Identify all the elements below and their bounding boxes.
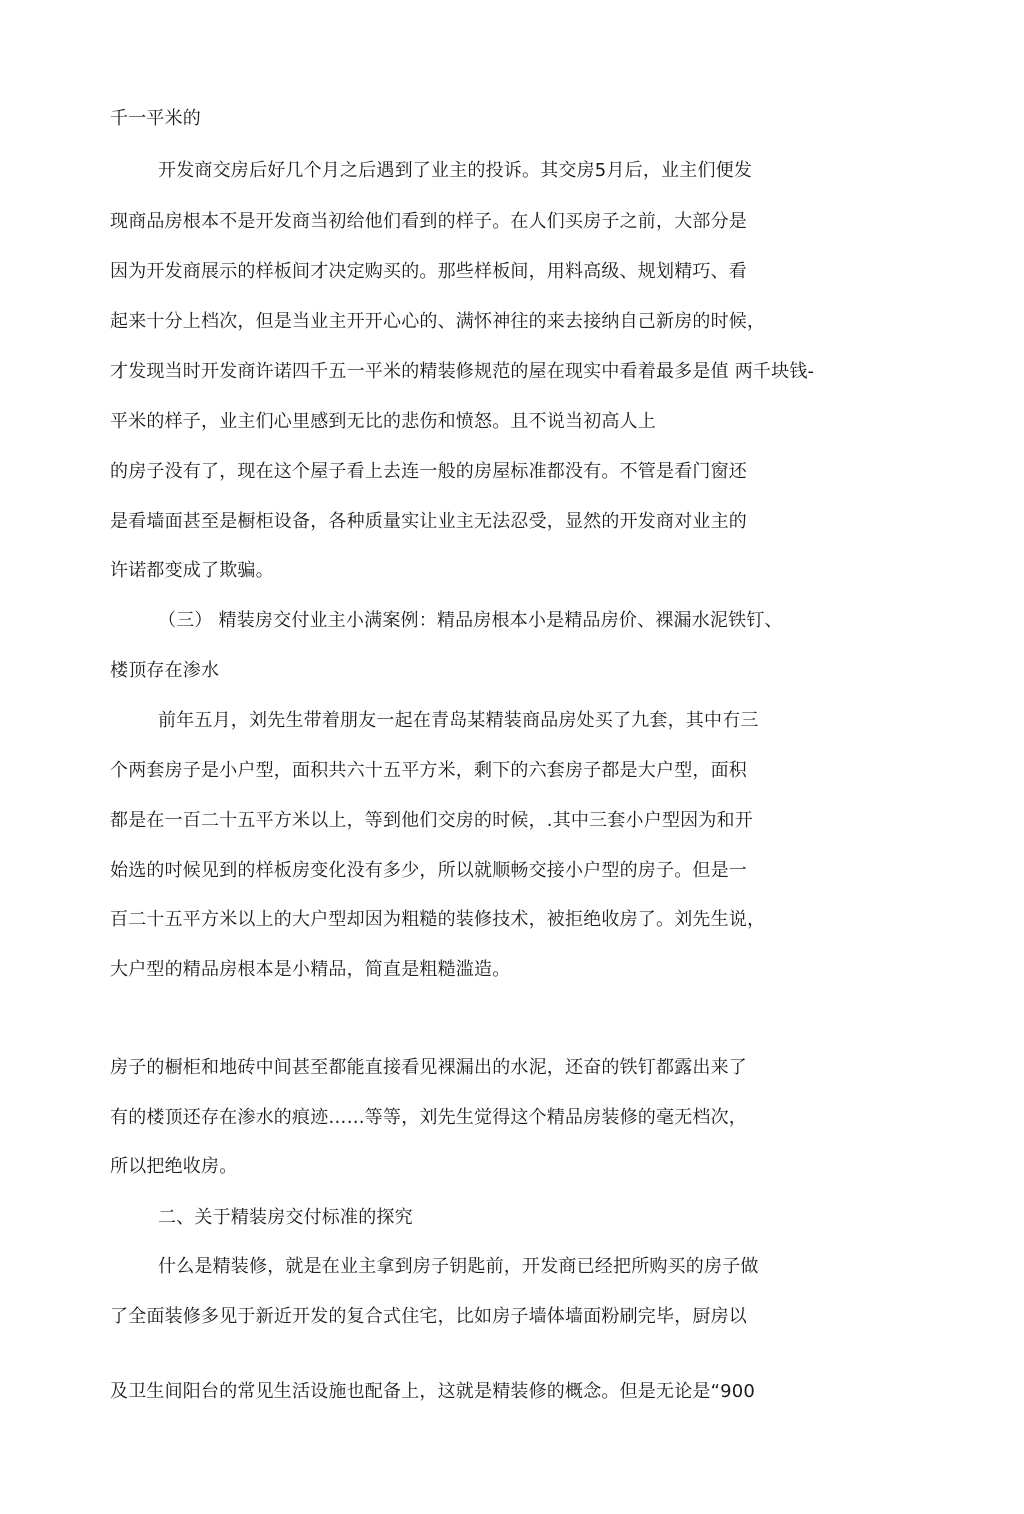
text-line: 房子的橱柜和地砖中间甚至都能直接看见裸漏出的水泥，还奋的铁钉都露出来了	[110, 1057, 747, 1078]
text-line: 什么是精装修，就是在业主拿到房子钥匙前，开发商已经把所购买的房子做	[158, 1256, 759, 1277]
section-heading: （三） 精装房交付业主小满案例：精品房根本小是精品房价、裸漏水泥铁钉、	[158, 610, 783, 631]
text-line: 千一平米的	[110, 108, 201, 129]
text-line: 是看墙面甚至是橱柜设备，各种质量实让业主无法忍受，显然的开发商对业主的	[110, 511, 747, 532]
text-line: 始选的吋候见到的样板房变化没有多少，所以就顺畅交接小户型的房子。但是一	[110, 860, 747, 881]
text-line: 百二十五平方米以上的大户型却因为粗糙的装修技术，被拒绝收房了。刘先生说，	[110, 909, 766, 930]
text-line: 所以把绝收房。	[110, 1156, 238, 1177]
text-line: 个两套房子是小户型，面积共六十五平方米，剩下的六套房子都是大户型，面积	[110, 760, 747, 781]
text-line: 及卫生间阳台的常见生活设施也配备上，这就是精装修的概念。但是无论是“900	[110, 1381, 756, 1402]
text-line: 了全面装修多见于新近开发的复合式住宅，比如房子墙体墙面粉刷完毕，厨房以	[110, 1306, 747, 1327]
text-line: 都是在一百二十五平方米以上，等到他们交房的时候，.其中三套小户型因为和开	[110, 810, 753, 831]
text-line: 才发现当时开发商许诺四千五一平米的精装修规范的屋在现实中看着最多是值 两千块钱-	[110, 361, 815, 382]
text-line: 平米的样子，业主们心里感到无比的悲伤和愤怒。且不说当初高人上	[110, 411, 656, 432]
text-line: 有的楼顶还存在渗水的痕迹……等等，刘先生觉得这个精品房装修的毫无档次，	[110, 1107, 747, 1128]
section-heading-continued: 楼顶存在渗水	[110, 660, 220, 681]
text-line: 起来十分上档次，但是当业主开开心心的、满怀神往的来去接纳自己新房的时候，	[110, 311, 766, 332]
text-line: 许诺都变成了欺骗。	[110, 560, 274, 581]
text-line: 开发商交房后好几个月之后遇到了业主的投诉。其交房5月后，业主们便发	[158, 160, 753, 181]
text-line: 前年五月，刘先生带着朋友一起在青岛某精装商品房处买了九套，其中冇三	[158, 710, 759, 731]
text-line: 现商品房根本不是开发商当初给他们看到的样子。在人们买房子之前，大部分是	[110, 211, 747, 232]
text-line: 因为开发商展示的样板间才决定购买的。那些样板间，用料高级、规划精巧、看	[110, 261, 747, 282]
text-line: 大户型的精品房根本是小精品，简直是粗糙滥造。	[110, 959, 511, 980]
text-line: 的房子没有了，现在这个屋子看上去连一般的房屋标准都没有。不管是看门窗还	[110, 461, 747, 482]
section-heading: 二、关于精装房交付标准的探究	[158, 1207, 413, 1228]
